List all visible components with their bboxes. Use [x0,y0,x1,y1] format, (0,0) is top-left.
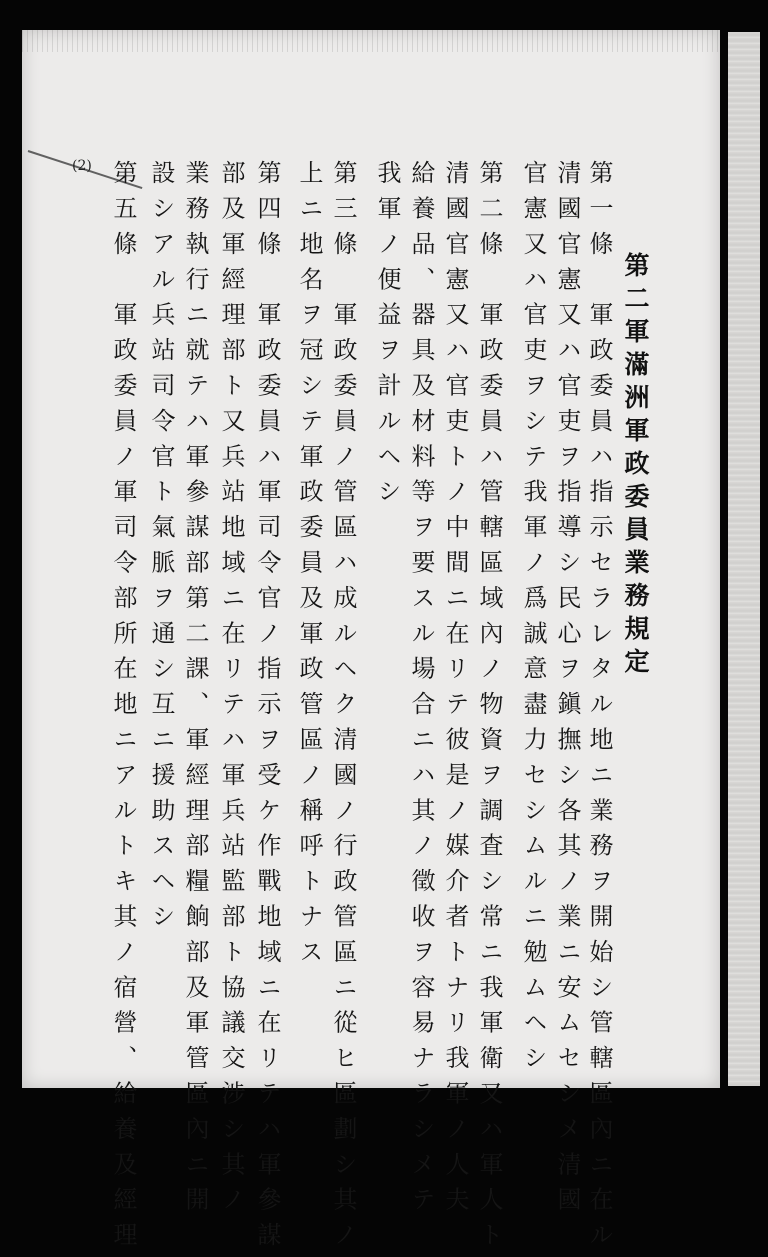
text-line-11: 部及軍經理部ト又兵站地域ニ在リテハ軍兵站監部ト協議交涉シ其ノ [217,160,245,1222]
adjacent-page-edge [728,32,760,1086]
text-line-10: 第四條 軍政委員ハ軍司令官ノ指示ヲ受ケ作戰地域ニ在リテハ軍參謀 [253,160,281,1257]
text-line-3: 官憲又ハ官吏ヲシテ我軍ノ爲誠意盡力セシムルニ勉ムヘシ [519,160,547,1081]
text-line-4: 第二條 軍政委員ハ管轄區域內ノ物資ヲ調査シ常ニ我軍衛又ハ軍人ト [475,160,503,1257]
text-line-13: 設シアル兵站司令官ト氣脈ヲ通シ互ニ援助スヘシ [147,160,175,939]
text-line-2: 清國官憲又ハ官吏ヲ指導シ民心ヲ鎭撫シ各其ノ業ニ安ムセシメ清國 [553,160,581,1222]
text-line-14: 第五條 軍政委員ノ軍司令部所在地ニアルトキ其ノ宿營、給養及經理 [109,160,137,1257]
text-line-8: 第三條 軍政委員ノ管區ハ成ルヘク清國ノ行政管區ニ從ヒ區劃シ其ノ [329,160,357,1257]
page-number: (2) [72,158,92,174]
document-title: 第二軍滿洲軍政委員業務規定 [621,252,650,681]
text-line-9: 上ニ地名ヲ冠シテ軍政委員及軍政管區ノ稱呼トナス [295,160,323,975]
text-line-6: 給養品、器具及材料等ヲ要スル場合ニハ其ノ徵收ヲ容易ナラシメテ [407,160,435,1222]
text-line-1: 第一條 軍政委員ハ指示セラレタル地ニ業務ヲ開始シ管轄區內ニ在ル [585,160,613,1257]
text-line-12: 業務執行ニ就テハ軍參謀部第二課、軍經理部糧餉部及軍管區內ニ開 [181,160,209,1222]
scan-noise [22,30,720,52]
text-line-5: 清國官憲又ハ官吏トノ中間ニ在リテ彼是ノ媒介者トナリ我軍ノ人夫 [441,160,469,1222]
text-line-7: 我軍ノ便益ヲ計ルヘシ [373,160,401,514]
